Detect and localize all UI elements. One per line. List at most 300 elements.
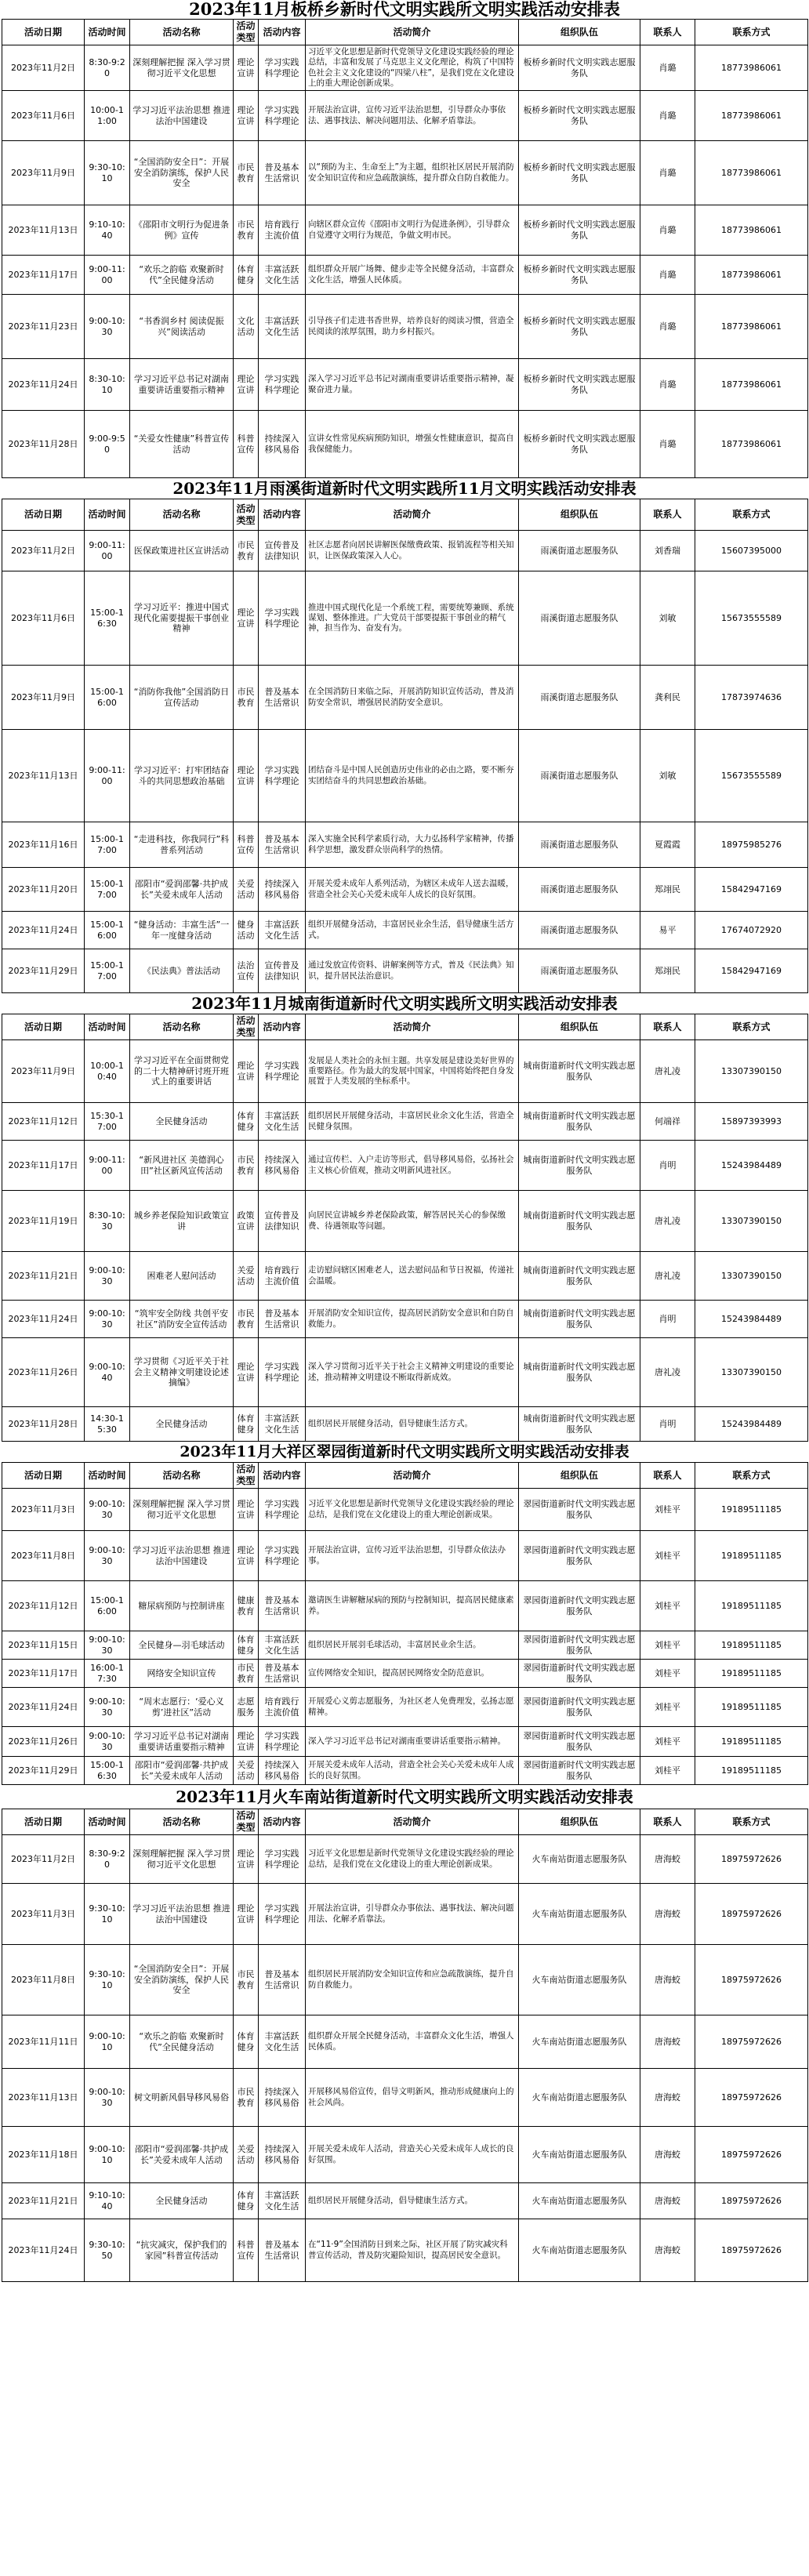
header-content: 活动内容 <box>259 1014 306 1040</box>
table-row <box>2 2015 808 2069</box>
header-team: 组织队伍 <box>519 1014 640 1040</box>
cell-contact: 易平 <box>640 912 695 949</box>
cell-date: 2023年11月2日 <box>2 45 85 91</box>
cell-type: 体育健身 <box>234 2015 259 2069</box>
header-time: 活动时间 <box>85 1809 130 1835</box>
cell-intro: 开展法治宣讲，引导群众办事依法、遇事找法、解决问题用法、化解矛盾靠法。 <box>306 1884 519 1945</box>
cell-type: 健康教育 <box>234 1581 259 1631</box>
cell-team: 翠园街道新时代文明实践志愿服务队 <box>519 1757 640 1785</box>
cell-phone: 18975972626 <box>695 2183 808 2219</box>
cell-date: 2023年11月17日 <box>2 1660 85 1688</box>
table-row <box>2 912 808 949</box>
header-type: 活动类型 <box>234 20 259 45</box>
section-huochenanzhan <box>0 1785 809 2282</box>
cell-time: 9:30-10:10 <box>85 141 130 205</box>
header-content: 活动内容 <box>259 499 306 531</box>
cell-content: 宣传普及法律知识 <box>259 949 306 993</box>
cell-date: 2023年11月24日 <box>2 2219 85 2282</box>
cell-date: 2023年11月29日 <box>2 1757 85 1785</box>
cell-name: 全民健身活动 <box>130 1407 234 1442</box>
cell-type: 科普宣传 <box>234 411 259 478</box>
cell-contact: 唐海蛟 <box>640 2219 695 2282</box>
cell-intro: 开展关爱未成年人系列活动，为辖区未成年人送去温暖，营造全社会关心关爱未成年人成长的良好氛围。 <box>306 868 519 912</box>
cell-time: 15:00-16:00 <box>85 1581 130 1631</box>
cell-phone: 13307390150 <box>695 1040 808 1103</box>
table-row <box>2 949 808 993</box>
cell-type: 市民教育 <box>234 1660 259 1688</box>
cell-intro: 习近平文化思想是新时代党领导文化建设实践经验的理论总结，是我们党在文化建设上的重大理论创新成果。 <box>306 1835 519 1884</box>
cell-type: 理论宣讲 <box>234 1040 259 1103</box>
cell-name: “关爱女性健康”科普宣传活动 <box>130 411 234 478</box>
cell-name: 邵阳市“爱润邵馨·共护成长”关爱未成年人活动 <box>130 868 234 912</box>
cell-team: 翠园街道新时代文明实践志愿服务队 <box>519 1727 640 1757</box>
cell-date: 2023年11月2日 <box>2 531 85 571</box>
cell-name: “新风进社区 美德润心田”社区新风宣传活动 <box>130 1141 234 1191</box>
table-row <box>2 822 808 868</box>
section-title: 2023年11月火车南站街道新时代文明实践所文明实践活动安排表 <box>176 1787 633 1806</box>
cell-time: 9:00-9:50 <box>85 411 130 478</box>
cell-time: 8:30-10:30 <box>85 1191 130 1252</box>
cell-time: 10:00-11:00 <box>85 91 130 141</box>
schedule-table <box>2 1014 808 1442</box>
cell-date: 2023年11月16日 <box>2 822 85 868</box>
cell-team: 板桥乡新时代文明实践志愿服务队 <box>519 205 640 256</box>
cell-name: “书香润乡村 阅读促振兴”阅读活动 <box>130 295 234 359</box>
cell-content: 普及基本生活常识 <box>259 1581 306 1631</box>
cell-time: 9:00-10:10 <box>85 2015 130 2069</box>
cell-content: 持续深入移风易俗 <box>259 1757 306 1785</box>
cell-time: 9:30-10:10 <box>85 1884 130 1945</box>
cell-intro: 深入实施全民科学素质行动，大力弘扬科学家精神，传播科学思想，激发群众崇尚科学的热情。 <box>306 822 519 868</box>
header-name: 活动名称 <box>130 1463 234 1489</box>
cell-intro: 在“11·9”全国消防日到来之际，社区开展了防灾减灾科普宣传活动，普及防灾避险知识，提高居民安全意识。 <box>306 2219 519 2282</box>
cell-type: 体育健身 <box>234 1103 259 1141</box>
schedule-table <box>2 499 808 993</box>
cell-type: 市民教育 <box>234 205 259 256</box>
cell-contact: 唐礼凌 <box>640 1191 695 1252</box>
cell-team: 板桥乡新时代文明实践志愿服务队 <box>519 91 640 141</box>
cell-contact: 肖璐 <box>640 205 695 256</box>
cell-team: 翠园街道新时代文明实践志愿服务队 <box>519 1688 640 1727</box>
table-row <box>2 2127 808 2183</box>
header-team: 组织队伍 <box>519 20 640 45</box>
cell-intro: 宣传网络安全知识，提高居民网络安全防范意识。 <box>306 1660 519 1688</box>
cell-intro: 开展消防安全知识宣传，提高居民消防安全意识和自防自救能力。 <box>306 1301 519 1338</box>
table-row <box>2 1407 808 1442</box>
header-time: 活动时间 <box>85 1463 130 1489</box>
cell-date: 2023年11月24日 <box>2 359 85 411</box>
table-row <box>2 1727 808 1757</box>
cell-type: 体育健身 <box>234 1407 259 1442</box>
cell-intro: 开展法治宣讲，宣传习近平法治思想，引导群众办事依法、遇事找法、解决问题用法、化解矛盾靠法。 <box>306 91 519 141</box>
cell-time: 8:30-9:20 <box>85 1835 130 1884</box>
cell-content: 学习实践科学理论 <box>259 571 306 666</box>
cell-team: 城南街道新时代文明实践志愿服务队 <box>519 1338 640 1407</box>
header-date: 活动日期 <box>2 1809 85 1835</box>
cell-content: 学习实践科学理论 <box>259 1338 306 1407</box>
cell-time: 9:00-10:30 <box>85 295 130 359</box>
cell-content: 培育践行主流价值 <box>259 1252 306 1301</box>
table-row <box>2 1631 808 1660</box>
cell-phone: 19189511185 <box>695 1581 808 1631</box>
cell-name: 学习习近平总书记对湖南重要讲话重要指示精神 <box>130 359 234 411</box>
cell-contact: 肖璐 <box>640 256 695 295</box>
cell-type: 健身活动 <box>234 912 259 949</box>
cell-content: 丰富活跃文化生活 <box>259 295 306 359</box>
cell-type: 关爱活动 <box>234 2127 259 2183</box>
cell-type: 理论宣讲 <box>234 730 259 822</box>
table-row <box>2 1489 808 1531</box>
cell-time: 16:00-17:30 <box>85 1660 130 1688</box>
section-chengnan <box>0 993 809 1442</box>
cell-intro: 通过发放宣传资料、讲解案例等方式，普及《民法典》知识，提升居民法治意识。 <box>306 949 519 993</box>
table-row <box>2 1660 808 1688</box>
cell-name: 深刻理解把握 深入学习贯彻习近平文化思想 <box>130 1835 234 1884</box>
cell-phone: 15897393993 <box>695 1103 808 1141</box>
cell-team: 火车南站街道志愿服务队 <box>519 2015 640 2069</box>
cell-type: 理论宣讲 <box>234 45 259 91</box>
header-phone: 联系方式 <box>695 499 808 531</box>
cell-intro: 向居民宣讲城乡养老保险政策，解答居民关心的参保缴费、待遇领取等问题。 <box>306 1191 519 1252</box>
header-name: 活动名称 <box>130 20 234 45</box>
cell-date: 2023年11月24日 <box>2 1301 85 1338</box>
cell-type: 文化活动 <box>234 295 259 359</box>
cell-name: 《邵阳市文明行为促进条例》宣传 <box>130 205 234 256</box>
cell-date: 2023年11月24日 <box>2 1688 85 1727</box>
cell-name: 糖尿病预防与控制讲座 <box>130 1581 234 1631</box>
header-intro: 活动简介 <box>306 1809 519 1835</box>
header-row <box>2 1014 808 1040</box>
cell-type: 体育健身 <box>234 1631 259 1660</box>
table-row <box>2 1581 808 1631</box>
cell-name: “欢乐之韵临 欢聚新时代”全民健身活动 <box>130 256 234 295</box>
cell-intro: 邀请医生讲解糖尿病的预防与控制知识，提高居民健康素养。 <box>306 1581 519 1631</box>
cell-team: 火车南站街道志愿服务队 <box>519 2069 640 2127</box>
header-phone: 联系方式 <box>695 1809 808 1835</box>
cell-type: 理论宣讲 <box>234 1489 259 1531</box>
header-intro: 活动简介 <box>306 499 519 531</box>
header-date: 活动日期 <box>2 499 85 531</box>
cell-content: 普及基本生活常识 <box>259 1945 306 2015</box>
cell-phone: 18773986061 <box>695 295 808 359</box>
cell-name: 深刻理解把握 深入学习贯彻习近平文化思想 <box>130 45 234 91</box>
section-yuxi <box>0 478 809 993</box>
cell-name: 学习贯彻《习近平关于社会主义精神文明建设论述摘编》 <box>130 1338 234 1407</box>
cell-type: 理论宣讲 <box>234 1727 259 1757</box>
header-type: 活动类型 <box>234 1463 259 1489</box>
cell-phone: 18975985276 <box>695 822 808 868</box>
cell-name: 《民法典》普法活动 <box>130 949 234 993</box>
cell-content: 持续深入移风易俗 <box>259 868 306 912</box>
cell-contact: 刘桂平 <box>640 1688 695 1727</box>
cell-content: 培育践行主流价值 <box>259 1688 306 1727</box>
header-row <box>2 499 808 531</box>
cell-team: 翠园街道新时代文明实践志愿服务队 <box>519 1660 640 1688</box>
cell-time: 15:30-17:00 <box>85 1103 130 1141</box>
cell-team: 板桥乡新时代文明实践志愿服务队 <box>519 45 640 91</box>
cell-team: 板桥乡新时代文明实践志愿服务队 <box>519 295 640 359</box>
cell-date: 2023年11月2日 <box>2 1835 85 1884</box>
cell-team: 翠园街道新时代文明实践志愿服务队 <box>519 1581 640 1631</box>
cell-name: 学习习近平法治思想 推进法治中国建设 <box>130 1531 234 1581</box>
cell-time: 15:00-17:00 <box>85 949 130 993</box>
table-row <box>2 359 808 411</box>
cell-intro: 宣讲女性常见疾病预防知识，增强女性健康意识，提高自我保健能力。 <box>306 411 519 478</box>
header-contact: 联系人 <box>640 1014 695 1040</box>
cell-type: 市民教育 <box>234 1141 259 1191</box>
cell-contact: 刘敏 <box>640 730 695 822</box>
cell-contact: 肖璐 <box>640 141 695 205</box>
cell-name: 网络安全知识宣传 <box>130 1660 234 1688</box>
cell-time: 9:00-10:30 <box>85 1631 130 1660</box>
cell-phone: 18773986061 <box>695 45 808 91</box>
cell-phone: 15607395000 <box>695 531 808 571</box>
cell-phone: 18773986061 <box>695 256 808 295</box>
cell-name: 学习习近平法治思想 推进法治中国建设 <box>130 1884 234 1945</box>
cell-time: 15:00-17:00 <box>85 868 130 912</box>
cell-content: 普及基本生活常识 <box>259 822 306 868</box>
cell-phone: 19189511185 <box>695 1660 808 1688</box>
cell-name: 学习习近平法治思想 推进法治中国建设 <box>130 91 234 141</box>
cell-content: 学习实践科学理论 <box>259 359 306 411</box>
cell-time: 9:10-10:40 <box>85 2183 130 2219</box>
cell-team: 城南街道新时代文明实践志愿服务队 <box>519 1141 640 1191</box>
header-content: 活动内容 <box>259 1463 306 1489</box>
cell-team: 火车南站街道志愿服务队 <box>519 2127 640 2183</box>
cell-phone: 15842947169 <box>695 949 808 993</box>
cell-type: 理论宣讲 <box>234 91 259 141</box>
cell-time: 15:00-16:30 <box>85 1757 130 1785</box>
schedule-table <box>2 1462 808 1785</box>
cell-name: 城乡养老保险知识政策宣讲 <box>130 1191 234 1252</box>
cell-contact: 刘桂平 <box>640 1757 695 1785</box>
section-title: 2023年11月雨溪街道新时代文明实践所11月文明实践活动安排表 <box>172 479 637 498</box>
cell-content: 培育践行主流价值 <box>259 205 306 256</box>
cell-team: 城南街道新时代文明实践志愿服务队 <box>519 1301 640 1338</box>
cell-team: 板桥乡新时代文明实践志愿服务队 <box>519 411 640 478</box>
cell-type: 市民教育 <box>234 531 259 571</box>
header-team: 组织队伍 <box>519 1463 640 1489</box>
cell-contact: 唐海蛟 <box>640 1884 695 1945</box>
cell-type: 理论宣讲 <box>234 571 259 666</box>
table-row <box>2 141 808 205</box>
cell-type: 体育健身 <box>234 256 259 295</box>
cell-name: 困难老人慰问活动 <box>130 1252 234 1301</box>
table-row <box>2 1945 808 2015</box>
cell-date: 2023年11月19日 <box>2 1191 85 1252</box>
header-type: 活动类型 <box>234 1014 259 1040</box>
cell-date: 2023年11月6日 <box>2 91 85 141</box>
cell-content: 丰富活跃文化生活 <box>259 256 306 295</box>
cell-contact: 刘桂平 <box>640 1581 695 1631</box>
table-row <box>2 1688 808 1727</box>
cell-contact: 夏霞霞 <box>640 822 695 868</box>
cell-phone: 15243984489 <box>695 1301 808 1338</box>
cell-content: 普及基本生活常识 <box>259 2219 306 2282</box>
table-row <box>2 1301 808 1338</box>
cell-content: 普及基本生活常识 <box>259 1660 306 1688</box>
cell-time: 9:30-10:50 <box>85 2219 130 2282</box>
table-row <box>2 666 808 730</box>
cell-team: 雨溪街道志愿服务队 <box>519 666 640 730</box>
cell-date: 2023年11月9日 <box>2 1040 85 1103</box>
cell-date: 2023年11月13日 <box>2 2069 85 2127</box>
header-phone: 联系方式 <box>695 20 808 45</box>
cell-phone: 18975972626 <box>695 2015 808 2069</box>
cell-time: 9:00-10:30 <box>85 1301 130 1338</box>
cell-content: 持续深入移风易俗 <box>259 411 306 478</box>
cell-date: 2023年11月15日 <box>2 1631 85 1660</box>
cell-name: “健身活动：丰富生活”一年一度健身活动 <box>130 912 234 949</box>
header-name: 活动名称 <box>130 1809 234 1835</box>
cell-date: 2023年11月23日 <box>2 295 85 359</box>
header-contact: 联系人 <box>640 20 695 45</box>
cell-team: 火车南站街道志愿服务队 <box>519 1884 640 1945</box>
cell-contact: 刘桂平 <box>640 1727 695 1757</box>
header-time: 活动时间 <box>85 499 130 531</box>
cell-type: 关爱活动 <box>234 1252 259 1301</box>
cell-content: 持续深入移风易俗 <box>259 1141 306 1191</box>
header-name: 活动名称 <box>130 1014 234 1040</box>
cell-type: 理论宣讲 <box>234 1884 259 1945</box>
cell-date: 2023年11月17日 <box>2 256 85 295</box>
cell-team: 城南街道新时代文明实践志愿服务队 <box>519 1407 640 1442</box>
header-contact: 联系人 <box>640 1463 695 1489</box>
cell-content: 宣传普及法律知识 <box>259 1191 306 1252</box>
cell-content: 学习实践科学理论 <box>259 45 306 91</box>
cell-date: 2023年11月17日 <box>2 1141 85 1191</box>
cell-name: 邵阳市“爱润邵馨·共护成长”关爱未成年人活动 <box>130 2127 234 2183</box>
cell-contact: 肖璐 <box>640 91 695 141</box>
cell-phone: 18975972626 <box>695 2127 808 2183</box>
table-row <box>2 45 808 91</box>
section-title: 2023年11月大祥区翠园街道新时代文明实践所文明实践活动安排表 <box>180 1443 629 1460</box>
cell-team: 火车南站街道志愿服务队 <box>519 1945 640 2015</box>
cell-phone: 18975972626 <box>695 1835 808 1884</box>
header-type: 活动类型 <box>234 1809 259 1835</box>
cell-contact: 肖明 <box>640 1301 695 1338</box>
cell-contact: 肖璐 <box>640 359 695 411</box>
cell-date: 2023年11月24日 <box>2 912 85 949</box>
cell-team: 翠园街道新时代文明实践志愿服务队 <box>519 1489 640 1531</box>
cell-date: 2023年11月3日 <box>2 1884 85 1945</box>
cell-phone: 15842947169 <box>695 868 808 912</box>
section-title: 2023年11月板桥乡新时代文明实践所文明实践活动安排表 <box>189 0 620 19</box>
cell-phone: 18975972626 <box>695 2219 808 2282</box>
cell-phone: 15243984489 <box>695 1141 808 1191</box>
header-row <box>2 1809 808 1835</box>
cell-team: 火车南站街道志愿服务队 <box>519 1835 640 1884</box>
header-intro: 活动简介 <box>306 20 519 45</box>
header-name: 活动名称 <box>130 499 234 531</box>
cell-time: 9:00-11:00 <box>85 730 130 822</box>
cell-type: 科普宣传 <box>234 822 259 868</box>
table-row <box>2 1757 808 1785</box>
cell-phone: 15673555589 <box>695 730 808 822</box>
cell-type: 体育健身 <box>234 2183 259 2219</box>
cell-phone: 18975972626 <box>695 1945 808 2015</box>
cell-team: 城南街道新时代文明实践志愿服务队 <box>519 1252 640 1301</box>
table-row <box>2 1040 808 1103</box>
header-date: 活动日期 <box>2 20 85 45</box>
cell-name: “走进科技，你我同行”科普系列活动 <box>130 822 234 868</box>
cell-contact: 唐海蛟 <box>640 2127 695 2183</box>
cell-team: 雨溪街道志愿服务队 <box>519 531 640 571</box>
header-date: 活动日期 <box>2 1463 85 1489</box>
cell-phone: 19189511185 <box>695 1727 808 1757</box>
cell-intro: 组织居民开展健身活动，倡导健康生活方式。 <box>306 2183 519 2219</box>
cell-time: 15:00-16:00 <box>85 912 130 949</box>
cell-date: 2023年11月18日 <box>2 2127 85 2183</box>
cell-type: 关爱活动 <box>234 868 259 912</box>
cell-team: 城南街道新时代文明实践志愿服务队 <box>519 1040 640 1103</box>
table-row <box>2 730 808 822</box>
header-content: 活动内容 <box>259 20 306 45</box>
cell-intro: 开展关爱未成年人活动，营造全社会关心关爱未成年人成长的良好氛围。 <box>306 1757 519 1785</box>
cell-content: 持续深入移风易俗 <box>259 2127 306 2183</box>
header-time: 活动时间 <box>85 20 130 45</box>
cell-phone: 18773986061 <box>695 205 808 256</box>
cell-team: 雨溪街道志愿服务队 <box>519 912 640 949</box>
cell-content: 普及基本生活常识 <box>259 666 306 730</box>
table-row <box>2 295 808 359</box>
header-content: 活动内容 <box>259 1809 306 1835</box>
header-phone: 联系方式 <box>695 1463 808 1489</box>
cell-content: 学习实践科学理论 <box>259 1727 306 1757</box>
cell-time: 9:00-11:00 <box>85 531 130 571</box>
cell-time: 15:00-16:00 <box>85 666 130 730</box>
cell-contact: 肖璐 <box>640 295 695 359</box>
table-row <box>2 1884 808 1945</box>
schedule-table <box>2 19 808 478</box>
cell-contact: 唐海蛟 <box>640 1945 695 2015</box>
cell-content: 宣传普及法律知识 <box>259 531 306 571</box>
cell-team: 雨溪街道志愿服务队 <box>519 868 640 912</box>
header-team: 组织队伍 <box>519 1809 640 1835</box>
table-row <box>2 571 808 666</box>
cell-date: 2023年11月26日 <box>2 1727 85 1757</box>
cell-phone: 18773986061 <box>695 91 808 141</box>
cell-contact: 唐海蛟 <box>640 2015 695 2069</box>
cell-time: 10:00-10:40 <box>85 1040 130 1103</box>
cell-intro: 深入学习习近平总书记对湖南重要讲话重要指示精神。 <box>306 1727 519 1757</box>
cell-intro: 深入学习习近平总书记对湖南重要讲话重要指示精神，凝聚奋进力量。 <box>306 359 519 411</box>
cell-date: 2023年11月13日 <box>2 205 85 256</box>
cell-team: 雨溪街道志愿服务队 <box>519 730 640 822</box>
header-row <box>2 1463 808 1489</box>
cell-phone: 19189511185 <box>695 1688 808 1727</box>
cell-time: 15:00-16:30 <box>85 571 130 666</box>
cell-date: 2023年11月11日 <box>2 2015 85 2069</box>
cell-time: 8:30-9:20 <box>85 45 130 91</box>
cell-phone: 19189511185 <box>695 1531 808 1581</box>
cell-time: 15:00-17:00 <box>85 822 130 868</box>
cell-intro: 组织居民开展健身活动，倡导健康生活方式。 <box>306 1407 519 1442</box>
cell-contact: 唐礼凌 <box>640 1040 695 1103</box>
cell-date: 2023年11月26日 <box>2 1338 85 1407</box>
cell-intro: 社区志愿者向居民讲解医保缴费政策、报销流程等相关知识，让医保政策深入人心。 <box>306 531 519 571</box>
cell-team: 雨溪街道志愿服务队 <box>519 571 640 666</box>
cell-content: 丰富活跃文化生活 <box>259 2015 306 2069</box>
cell-date: 2023年11月8日 <box>2 1531 85 1581</box>
table-row <box>2 256 808 295</box>
cell-phone: 18773986061 <box>695 359 808 411</box>
cell-time: 9:00-10:10 <box>85 2127 130 2183</box>
cell-intro: 发展是人类社会的永恒主题。共享发展是建设美好世界的重要路径。作为最大的发展中国家，中国将始终把自身发展置于人类发展的坐标系中。 <box>306 1040 519 1103</box>
cell-phone: 19189511185 <box>695 1489 808 1531</box>
table-row <box>2 1252 808 1301</box>
cell-team: 雨溪街道志愿服务队 <box>519 949 640 993</box>
